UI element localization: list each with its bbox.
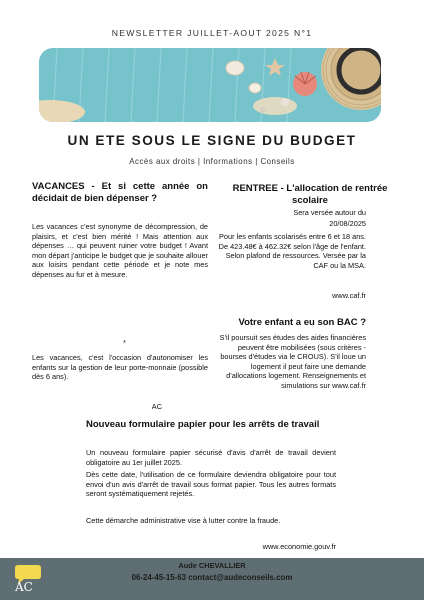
arret-paragraph-2: Dès cette date, l'utilisation de ce formulaire deviendra obligatoire pour tout envoi d'un avis d'arrêt de travail sous format papier. Tous les autres formats seront systématiquement rejetés. [86,470,336,498]
beach-banner-illustration [39,48,381,122]
arret-paragraph-3: Cette démarche administrative vise à lutter contre la fraude. [86,516,281,525]
subtitle: Accès aux droits | Informations | Conseils [129,157,295,166]
newsletter-header: NEWSLETTER JUILLET-AOUT 2025 N°1 [111,28,313,38]
bac-heading: Votre enfant a eu son BAC ? [238,317,366,328]
vacances-paragraph-2: Les vacances, c'est l'occasion d'autonomiser les enfants sur la gestion de leur porte-monnaie (possible dès 6 ans). [32,353,208,381]
caf-link[interactable]: www.caf.fr [332,291,366,300]
banner-image [39,48,381,122]
rentree-heading: RENTREE - L'allocation de rentrée scolaire [232,183,388,206]
bac-paragraph: S'il poursuit ses études des aides financières peuvent être mobilisées (sous critères - bourses d'études via le CROUS). S'il loue un logement il peut faire une demande d'allocations logement. Renseignements et simulations sur www.caf.fr [219,333,366,390]
footer-name: Aude CHEVALLIER [178,561,246,570]
arret-heading: Nouveau formulaire papier pour les arrêts de travail [86,419,320,430]
vacances-signature: AC [151,402,162,411]
economie-link[interactable]: www.economie.gouv.fr [262,542,336,551]
vacances-heading: VACANCES - Et si cette année on décidait de bien dépenser ? [32,181,208,204]
vacances-paragraph-1: Les vacances c'est synonyme de décompression, de plaisirs, et c'est bien mérité ! Mais attention aux dépenses … qui peuvent ruiner votre budget ! Avant mon départ j'anticipe le budget que je souhaite allouer aux loisirs pendant cette période et je note mes dépenses au fur et à mesure. [32,222,208,279]
logo-text: AC [15,580,33,594]
rentree-date-line: Sera versée autour du [293,208,366,217]
arret-paragraph-1: Un nouveau formulaire papier sécurisé d'avis d'arrêt de travail devient obligatoire au 1er juillet 2025. [86,448,336,467]
main-title: UN ETE SOUS LE SIGNE DU BUDGET [67,133,357,148]
rentree-date: 20/08/2025 [329,219,366,228]
rentree-paragraph: Pour les enfants scolarisés entre 6 et 18 ans. De 423.48€ à 462.32€ selon l'âge de l'enfant. Selon plafond de ressources. Versée par la CAF ou la MSA. [218,232,366,270]
footer-contact[interactable]: 06-24-45-15-63 contact@audeconseils.com [131,573,293,582]
bullet-marker: * [123,338,126,347]
